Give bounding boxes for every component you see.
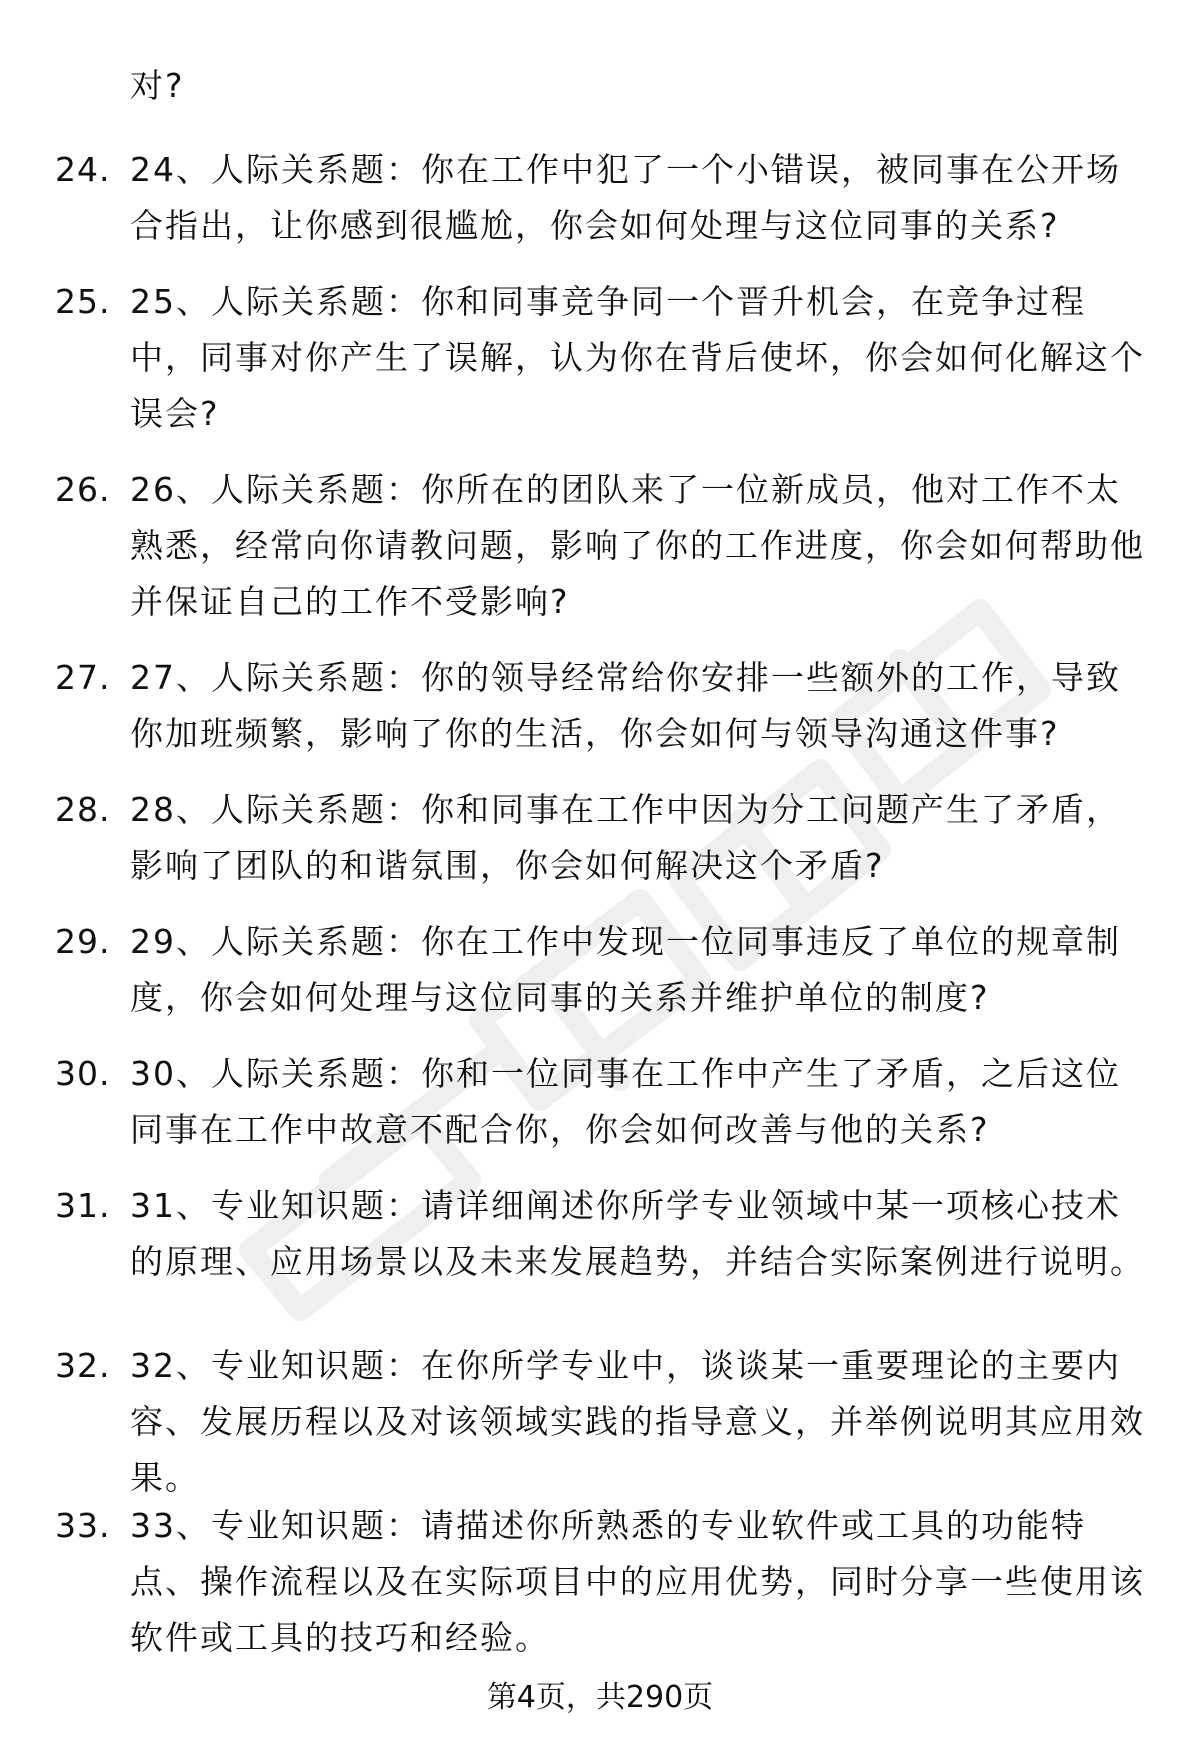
item-number: 31.	[55, 1186, 111, 1225]
page-footer: 第4页，共290页	[486, 1680, 714, 1715]
item-text: 30、人际关系题：你和一位同事在工作中产生了矛盾，之后这位同事在工作中故意不配合你，你会如何改善与他的关系?	[130, 1054, 1121, 1149]
item-number: 28.	[55, 790, 111, 829]
item-text: 26、人际关系题：你所在的团队来了一位新成员，他对工作不太熟悉，经常向你请教问题，影响了你的工作进度，你会如何帮助他并保证自己的工作不受影响?	[130, 470, 1145, 621]
item-text: 29、人际关系题：你在工作中发现一位同事违反了单位的规章制度，你会如何处理与这位同事的关系并维护单位的制度?	[130, 922, 1121, 1017]
item-text: 27、人际关系题：你的领导经常给你安排一些额外的工作，导致你加班频繁，影响了你的生活，你会如何与领导沟通这件事?	[130, 658, 1121, 753]
item-text: 32、专业知识题：在你所学专业中，谈谈某一重要理论的主要内容、发展历程以及对该领域实践的指导意义，并举例说明其应用效果。	[130, 1346, 1145, 1497]
item-number: 33.	[55, 1506, 111, 1545]
item-text: 25、人际关系题：你和同事竞争同一个晋升机会，在竞争过程中，同事对你产生了误解，认为你在背后使坏，你会如何化解这个误会?	[130, 282, 1145, 433]
item-text: 33、专业知识题：请描述你所熟悉的专业软件或工具的功能特点、操作流程以及在实际项目中的应用优势，同时分享一些使用该软件或工具的技巧和经验。	[130, 1506, 1145, 1657]
item-number: 24.	[55, 150, 111, 189]
item-number: 29.	[55, 922, 111, 961]
continued-text: 对?	[130, 66, 185, 105]
item-number: 32.	[55, 1346, 111, 1385]
item-text: 28、人际关系题：你和同事在工作中因为分工问题产生了矛盾，影响了团队的和谐氛围，你会如何解决这个矛盾?	[130, 790, 1121, 885]
item-number: 25.	[55, 282, 111, 321]
item-number: 30.	[55, 1054, 111, 1093]
item-text: 24、人际关系题：你在工作中犯了一个小错误，被同事在公开场合指出，让你感到很尴尬，你会如何处理与这位同事的关系?	[130, 150, 1121, 245]
item-number: 26.	[55, 470, 111, 509]
item-text: 31、专业知识题：请详细阐述你所学专业领域中某一项核心技术的原理、应用场景以及未来发展趋势，并结合实际案例进行说明。	[130, 1186, 1145, 1281]
item-number: 27.	[55, 658, 111, 697]
